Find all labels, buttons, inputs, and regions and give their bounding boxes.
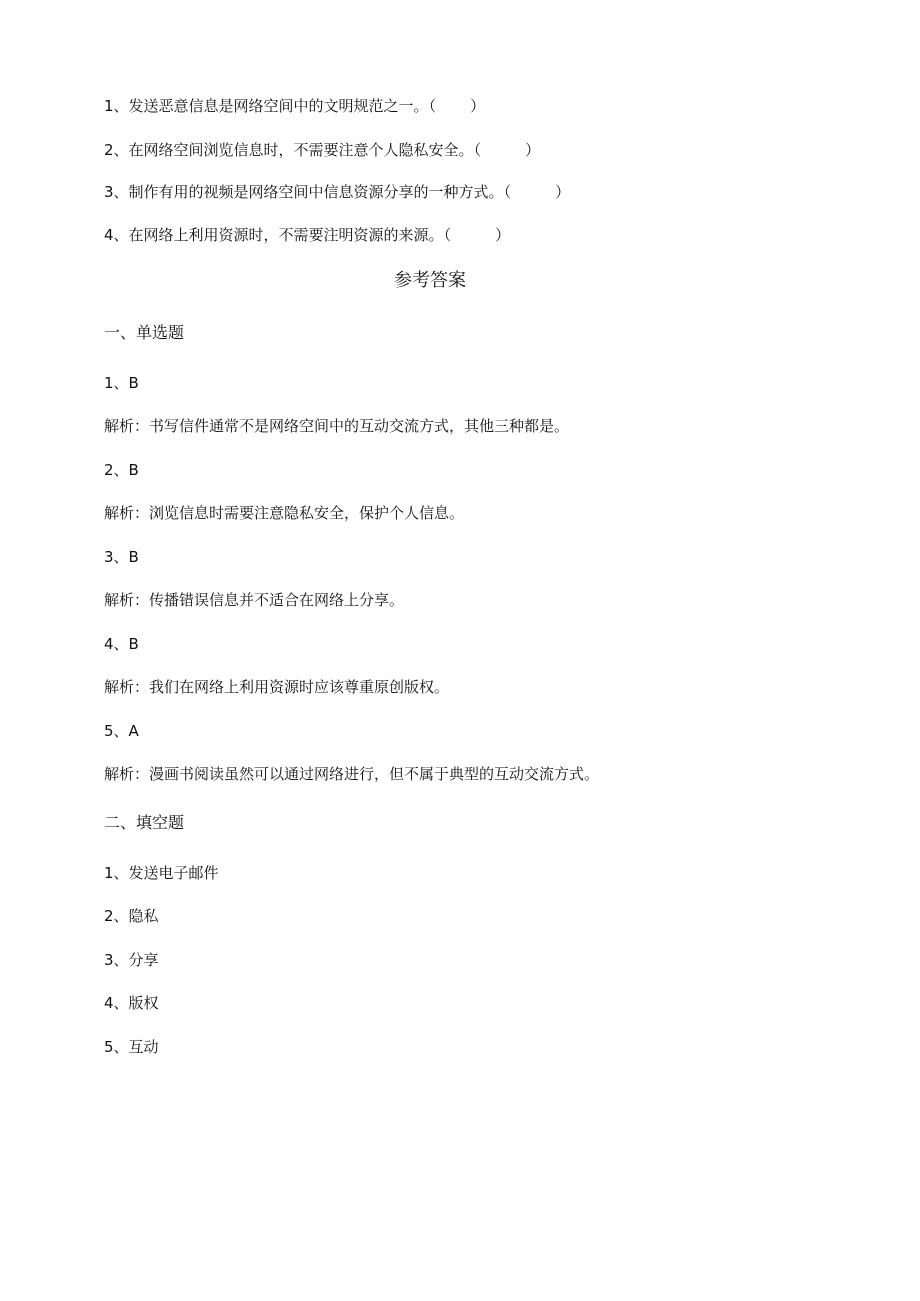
- answer-line: 1、B: [104, 374, 139, 392]
- answer-paren-open: （: [473, 141, 482, 159]
- analysis-line: 解析：漫画书阅读虽然可以通过网络进行，但不属于典型的互动交流方式。: [104, 765, 600, 783]
- answer-paren-close: ）: [470, 97, 486, 115]
- question-number: 4、: [104, 226, 129, 244]
- question-text: 制作有用的视频是网络空间中信息资源分享的一种方式。: [128, 183, 504, 201]
- analysis-line: 解析：我们在网络上利用资源时应该尊重原创版权。: [104, 678, 450, 696]
- answers-title: 参考答案: [394, 270, 466, 291]
- question-4: [104, 225, 510, 245]
- answer-paren-close: ）: [555, 183, 571, 201]
- answer-paren-open: （: [428, 97, 437, 115]
- answer-line: 3、B: [104, 548, 139, 566]
- answer-line: 2、B: [104, 461, 139, 479]
- question-text: 在网络上利用资源时，不需要注明资源的来源。: [128, 226, 444, 244]
- analysis-line: 解析：传播错误信息并不适合在网络上分享。: [104, 591, 405, 609]
- question-text: 在网络空间浏览信息时，不需要注意个人隐私安全。: [128, 141, 474, 159]
- question-number: 3、: [104, 183, 129, 201]
- section-2-title: 二、填空题: [104, 813, 185, 832]
- answer-paren-open: （: [443, 226, 452, 244]
- fill-answer: 1、发送电子邮件: [104, 864, 219, 882]
- question-number: 1、: [104, 97, 129, 115]
- section-1-title: 一、单选题: [104, 323, 185, 342]
- question-1: [104, 96, 485, 116]
- fill-answer: 3、分享: [104, 951, 159, 969]
- fill-answer: 5、互动: [104, 1038, 159, 1056]
- question-text: 发送恶意信息是网络空间中的文明规范之一。: [128, 97, 429, 115]
- question-3: [104, 182, 570, 202]
- question-2: [104, 140, 540, 160]
- answer-paren-open: （: [503, 183, 512, 201]
- fill-answer: 4、版权: [104, 994, 159, 1012]
- answer-line: 5、A: [104, 722, 139, 740]
- fill-answer: 2、隐私: [104, 907, 159, 925]
- answer-paren-close: ）: [525, 141, 541, 159]
- analysis-line: 解析：浏览信息时需要注意隐私安全，保护个人信息。: [104, 504, 465, 522]
- answer-paren-close: ）: [495, 226, 511, 244]
- answer-line: 4、B: [104, 635, 139, 653]
- analysis-line: 解析：书写信件通常不是网络空间中的互动交流方式，其他三种都是。: [104, 417, 570, 435]
- question-number: 2、: [104, 141, 129, 159]
